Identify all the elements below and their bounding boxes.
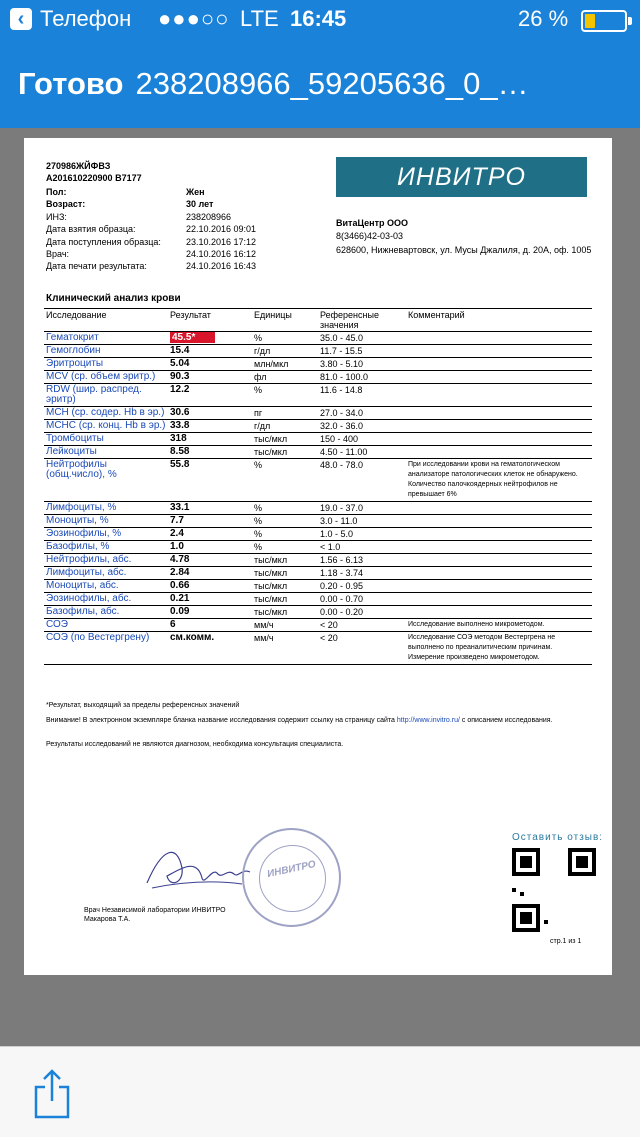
result-value: 7.7 [168, 515, 252, 528]
header-field-value: Жен [186, 187, 205, 197]
table-row [44, 528, 592, 541]
table-row [44, 420, 592, 433]
nav-bar [18, 66, 628, 102]
unit: % [252, 459, 318, 502]
order-code: A201610220900 B7177 [46, 173, 142, 183]
header-field-label: Возраст: [46, 199, 86, 210]
table-row [44, 433, 592, 446]
table-header-row [44, 309, 592, 332]
comment [406, 407, 592, 420]
bottom-toolbar [0, 1046, 640, 1137]
test-name[interactable]: MCHC (ср. конц. Hb в эр.) [44, 420, 168, 433]
back-to-app-icon[interactable]: ‹ [10, 8, 32, 30]
comment [406, 593, 592, 606]
result-value: 0.09 [168, 606, 252, 619]
table-row [44, 332, 592, 345]
table-row [44, 593, 592, 606]
table-row [44, 358, 592, 371]
table-row [44, 384, 592, 407]
signal-strength-icon: ●●●○○ [158, 6, 230, 31]
document-page[interactable] [24, 138, 612, 975]
share-icon[interactable] [32, 1067, 72, 1121]
status-bar [0, 0, 640, 40]
table-row [44, 567, 592, 580]
battery-level [585, 14, 595, 28]
test-name[interactable]: Базофилы, % [44, 541, 168, 554]
comment [406, 358, 592, 371]
result-value: 33.1 [168, 502, 252, 515]
header-field-label: Дата взятия образца: [46, 224, 136, 235]
unit: г/дл [252, 420, 318, 433]
test-name[interactable]: СОЭ [44, 619, 168, 632]
table-row [44, 619, 592, 632]
test-name[interactable]: Гематокрит [44, 332, 168, 345]
lab-phone: 8(3466)42-03-03 [336, 231, 404, 241]
reference-range: 32.0 - 36.0 [318, 420, 406, 433]
unit: пг [252, 407, 318, 420]
qr-code-icon[interactable] [512, 848, 596, 932]
table-row [44, 446, 592, 459]
result-value: 2.4 [168, 528, 252, 541]
comment [406, 515, 592, 528]
reference-range: 3.80 - 5.10 [318, 358, 406, 371]
comment [406, 420, 592, 433]
test-name[interactable]: Эритроциты [44, 358, 168, 371]
test-name[interactable]: MCH (ср. содер. Hb в эр.) [44, 407, 168, 420]
result-value: 45.5* [168, 332, 252, 345]
result-value: 1.0 [168, 541, 252, 554]
lab-address: 628600, Нижневартовск, ул. Мусы Джалиля, д. 20А, оф. 1005 [336, 245, 592, 255]
result-value: 90.3 [168, 371, 252, 384]
unit: % [252, 384, 318, 407]
table-row [44, 541, 592, 554]
header-field-label: Дата печати результата: [46, 261, 147, 272]
table-row [44, 459, 592, 502]
barcode-code: 270986ЖЙФВЗ [46, 161, 111, 171]
col-test: Исследование [44, 309, 168, 332]
table-row [44, 554, 592, 567]
unit: фл [252, 371, 318, 384]
comment [406, 502, 592, 515]
reference-range: 0.20 - 0.95 [318, 580, 406, 593]
result-value: 6 [168, 619, 252, 632]
invitro-logo: ИНВИТРО [336, 157, 587, 197]
battery-percent: 26 % [518, 6, 569, 31]
reference-range: < 20 [318, 619, 406, 632]
test-name[interactable]: СОЭ (по Вестергрену) [44, 632, 168, 665]
header-field-value: 30 лет [186, 199, 214, 210]
comment [406, 371, 592, 384]
reference-range: 150 - 400 [318, 433, 406, 446]
reference-range: 1.56 - 6.13 [318, 554, 406, 567]
test-name[interactable]: Гемоглобин [44, 345, 168, 358]
comment [406, 567, 592, 580]
unit: г/дл [252, 345, 318, 358]
test-name[interactable]: Тромбоциты [44, 433, 168, 446]
table-row [44, 580, 592, 593]
result-value: см.комм. [168, 632, 252, 665]
result-value: 0.21 [168, 593, 252, 606]
header-field-label: Пол: [46, 187, 67, 197]
reference-range: 48.0 - 78.0 [318, 459, 406, 502]
table-row [44, 502, 592, 515]
footnote-flag: *Результат, выходящий за пределы референсных значений [46, 702, 240, 709]
result-value: 12.2 [168, 384, 252, 407]
comment [406, 345, 592, 358]
col-reference: Референсные значения [318, 309, 406, 332]
table-row [44, 345, 592, 358]
result-value: 0.66 [168, 580, 252, 593]
result-value: 4.78 [168, 554, 252, 567]
col-units: Единицы [252, 309, 318, 332]
unit: тыс/мкл [252, 593, 318, 606]
battery-icon [581, 10, 627, 32]
header-field-value: 23.10.2016 17:12 [186, 236, 257, 247]
test-name[interactable]: RDW (шир. распред. эритр) [44, 384, 168, 407]
test-name[interactable]: Лимфоциты, % [44, 502, 168, 515]
unit: тыс/мкл [252, 606, 318, 619]
signature-image [142, 838, 252, 898]
unit: тыс/мкл [252, 446, 318, 459]
reference-range: 11.6 - 14.8 [318, 384, 406, 407]
result-value: 8.58 [168, 446, 252, 459]
unit: тыс/мкл [252, 433, 318, 446]
reference-range: 81.0 - 100.0 [318, 371, 406, 384]
header-field-value: 22.10.2016 09:01 [186, 224, 257, 235]
header-field-value: 24.10.2016 16:12 [186, 249, 257, 259]
header-field-label: Дата поступления образца: [46, 236, 161, 247]
result-value: 33.8 [168, 420, 252, 433]
result-value: 318 [168, 433, 252, 446]
header-field-value: 24.10.2016 16:43 [186, 261, 257, 272]
reference-range: < 20 [318, 632, 406, 665]
unit: тыс/мкл [252, 580, 318, 593]
table-row [44, 407, 592, 420]
unit: мм/ч [252, 632, 318, 665]
footnote-link-notice: Внимание! В электронном экземпляре бланка название исследования содержит ссылку на страницу сайта http://www.invitro.ru/ с описанием исследования. [46, 717, 553, 724]
result-value: 2.84 [168, 567, 252, 580]
comment: При исследовании крови на гематологическом анализаторе патологических клеток не обнаружено. Количество палочкоядерных нейтрофилов не превышает 6% [406, 459, 592, 502]
reference-range: 1.18 - 3.74 [318, 567, 406, 580]
header-field-label: ИНЗ: [46, 211, 67, 222]
test-name[interactable]: Лейкоциты [44, 446, 168, 459]
table-row [44, 632, 592, 665]
footnote-disclaimer: Результаты исследований не являются диагнозом, необходима консультация специалиста. [46, 741, 344, 748]
reference-range: 19.0 - 37.0 [318, 502, 406, 515]
clock: 16:45 [290, 6, 347, 31]
comment [406, 332, 592, 345]
reference-range: 11.7 - 15.5 [318, 345, 406, 358]
comment [406, 541, 592, 554]
comment [406, 554, 592, 567]
network-type: LTE [240, 6, 279, 31]
result-value: 55.8 [168, 459, 252, 502]
unit: % [252, 528, 318, 541]
header-field-value: 238208966 [186, 211, 232, 222]
test-name[interactable]: Нейтрофилы, абс. [44, 554, 168, 567]
table-row [44, 515, 592, 528]
col-result: Результат [168, 309, 252, 332]
result-value: 30.6 [168, 407, 252, 420]
test-name[interactable]: Моноциты, % [44, 515, 168, 528]
unit: млн/мкл [252, 358, 318, 371]
result-value: 15.4 [168, 345, 252, 358]
comment: Исследование выполнено микрометодом. [406, 619, 592, 632]
invitro-link[interactable]: http://www.invitro.ru/ [396, 717, 460, 724]
reference-range: 35.0 - 45.0 [318, 332, 406, 345]
comment [406, 606, 592, 619]
section-title: Клинический анализ крови [46, 293, 181, 304]
col-comment: Комментарий [406, 309, 592, 332]
test-name[interactable]: Лимфоциты, абс. [44, 567, 168, 580]
document-title: 238208966_59205636_0_… [135, 66, 529, 101]
table-row [44, 371, 592, 384]
reference-range: < 1.0 [318, 541, 406, 554]
lab-stamp: ИНВИТРО [242, 828, 341, 927]
reference-range: 0.00 - 0.20 [318, 606, 406, 619]
table-row [44, 606, 592, 619]
reference-range: 3.0 - 11.0 [318, 515, 406, 528]
unit: тыс/мкл [252, 554, 318, 567]
header-field-label: Врач: [46, 249, 70, 259]
comment [406, 384, 592, 407]
doctor-signature-label: Врач Независимой лаборатории ИНВИТРО Макарова Т.А. [84, 907, 226, 923]
unit: % [252, 332, 318, 345]
results-table [44, 308, 592, 665]
reference-range: 0.00 - 0.70 [318, 593, 406, 606]
feedback-label: Оставить отзыв: [512, 832, 604, 843]
comment [406, 580, 592, 593]
page-number: стр.1 из 1 [550, 938, 582, 945]
comment [406, 446, 592, 459]
unit: тыс/мкл [252, 567, 318, 580]
reference-range: 4.50 - 11.00 [318, 446, 406, 459]
unit: % [252, 541, 318, 554]
unit: % [252, 515, 318, 528]
test-name[interactable]: Моноциты, абс. [44, 580, 168, 593]
comment [406, 433, 592, 446]
test-name[interactable]: Эозинофилы, % [44, 528, 168, 541]
reference-range: 27.0 - 34.0 [318, 407, 406, 420]
top-bar [0, 0, 640, 128]
reference-range: 1.0 - 5.0 [318, 528, 406, 541]
comment [406, 528, 592, 541]
done-button[interactable]: Готово [18, 66, 124, 101]
unit: мм/ч [252, 619, 318, 632]
test-name[interactable]: Базофилы, абс. [44, 606, 168, 619]
lab-name: ВитаЦентр ООО [336, 218, 408, 228]
comment: Исследование СОЭ методом Вестергрена не выполнено по преаналитическим причинам. Измерение произведено микрометодом. [406, 632, 592, 665]
result-value: 5.04 [168, 358, 252, 371]
carrier-label[interactable]: Телефон [40, 6, 132, 31]
test-name[interactable]: MCV (ср. объем эритр.) [44, 371, 168, 384]
unit: % [252, 502, 318, 515]
test-name[interactable]: Нейтрофилы (общ.число), % [44, 459, 168, 502]
test-name[interactable]: Эозинофилы, абс. [44, 593, 168, 606]
